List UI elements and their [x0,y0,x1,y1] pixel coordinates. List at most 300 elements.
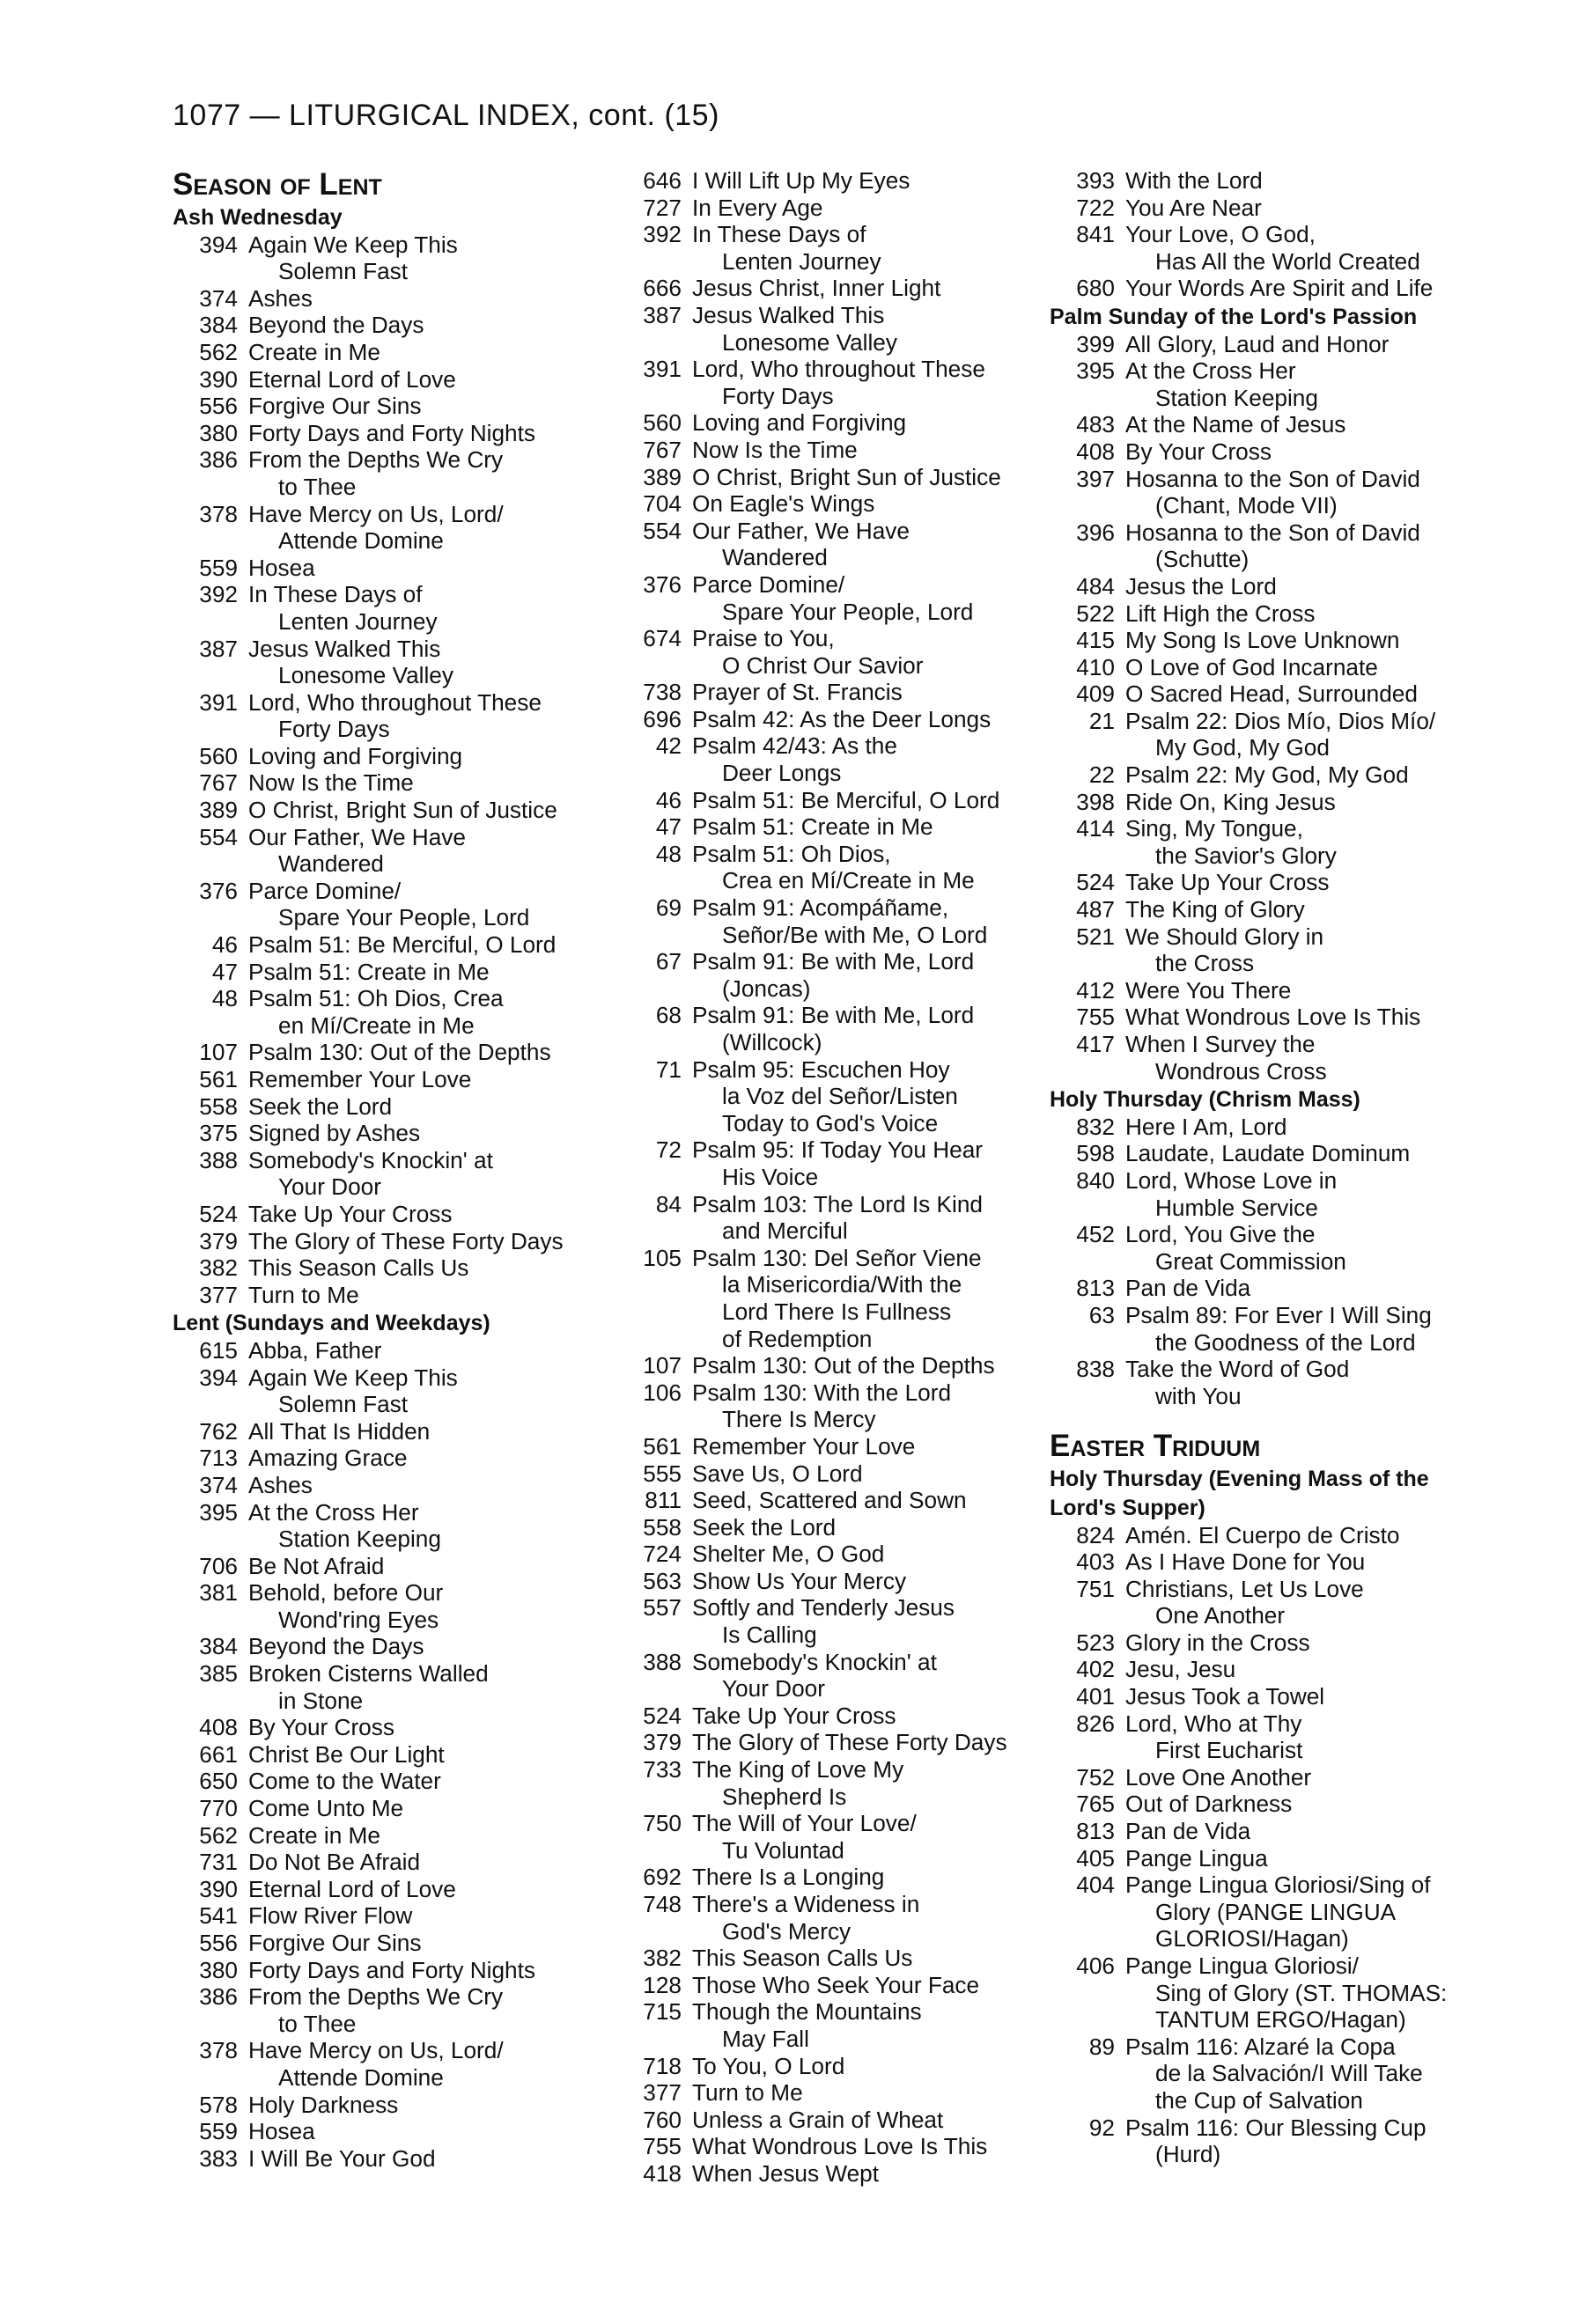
page-header: 1077 — LITURGICAL INDEX, cont. (15) [173,99,719,132]
hymn-title-line: Jesus Took a Towel [1125,1683,1325,1710]
hymn-title [248,446,604,500]
hymn-title [248,1741,604,1769]
hymn-title-line: Christians, Let Us Love [1125,1575,1364,1602]
hymn-number: 394 [199,231,238,258]
hymn-title [1125,1818,1490,1845]
hymn-title [692,732,1048,786]
hymn-number: 382 [199,1254,238,1282]
hymn-title [692,948,1048,1002]
hymn-number: 22 [1088,761,1115,789]
hymn-title [692,1703,1048,1730]
hymn-title-line: When I Survey the [1125,1031,1316,1057]
list-palm-sunday [1050,331,1490,1085]
hymn-title-line: Amén. El Cuerpo de Cristo [1125,1521,1400,1548]
hymn-title [248,366,604,393]
hymn-title [1125,1764,1490,1791]
hymn-title-continuation: God's Mercy [722,1917,851,1945]
index-entry [173,1499,604,1553]
hymn-title [248,1957,604,1984]
hymn-title-line: Seek the Lord [692,1513,837,1541]
hymn-number: 374 [199,284,238,312]
hymn-number: 541 [199,1902,238,1930]
index-entry [173,1957,604,1984]
hymn-title-line: Hosanna to the Son of David [1125,465,1420,492]
hymn-title-continuation: Station Keeping [278,1526,441,1553]
index-entry [1050,573,1490,600]
index-entry [1050,1031,1490,1085]
hymn-title-continuation: First Eucharist [1155,1737,1303,1764]
column-1 [173,167,604,2172]
index-entry [1050,275,1490,302]
hymn-number: 392 [199,581,238,608]
index-entry [616,1998,1048,2052]
hymn-title-continuation: Great Commission [1155,1247,1346,1275]
hymn-title [1125,1167,1490,1221]
hymn-title [248,2037,604,2091]
hymn-title-line: Lord, Whose Love in [1125,1166,1338,1194]
hymn-title [692,167,1048,195]
index-entry [1050,1221,1490,1275]
hymn-number: 387 [199,635,238,662]
hymn-title [248,769,604,797]
hymn-number: 69 [655,894,682,922]
index-entry [1050,1845,1490,1872]
hymn-number: 765 [1076,1791,1115,1818]
hymn-title [1125,1710,1490,1764]
hymn-number: 46 [655,786,682,813]
index-entry [1050,1548,1490,1576]
index-entry [1050,1791,1490,1818]
hymn-title-line: Psalm 130: Out of the Depths [248,1039,551,1066]
hymn-number: 417 [1076,1031,1115,1057]
hymn-title [1125,1953,1490,2034]
index-entry [616,1514,1048,1541]
hymn-title-continuation: to Thee [278,2010,357,2037]
hymn-number: 379 [199,1227,238,1254]
hymn-title-line: Take the Word of God [1125,1356,1350,1383]
hymn-title-line: At the Name of Jesus [1125,411,1346,438]
hymn-title-line: Love One Another [1125,1763,1312,1791]
hymn-title [1125,627,1490,654]
hymn-title-continuation: One Another [1155,1602,1286,1629]
hymn-title-line: Now Is the Time [248,769,414,797]
hymn-title-line: Glory in the Cross [1125,1629,1310,1656]
hymn-number: 128 [643,1971,682,1998]
hymn-title [248,1553,604,1580]
hymn-title-line: My Song Is Love Unknown [1125,627,1400,654]
index-entry [173,1364,604,1418]
index-entry [1050,815,1490,869]
index-entry [616,1136,1048,1190]
hymn-number: 813 [1076,1275,1115,1302]
hymn-title-line: I Will Lift Up My Eyes [692,167,910,194]
hymn-number: 391 [643,356,682,383]
hymn-number: 389 [199,797,238,824]
hymn-title [1125,654,1490,681]
hymn-title [248,1066,604,1093]
hymn-title-line: Turn to Me [248,1281,359,1308]
hymn-number: 838 [1076,1356,1115,1383]
hymn-title-line: Jesus the Lord [1125,572,1277,599]
hymn-number: 824 [1076,1521,1115,1548]
index-entry [173,824,604,878]
hymn-number: 395 [1076,357,1115,385]
hymn-title-continuation: Today to God's Voice [722,1109,939,1136]
index-entry [616,732,1048,786]
hymn-title-line: Ride On, King Jesus [1125,788,1336,815]
hymn-title-continuation: Is Calling [722,1622,817,1649]
index-entry [173,1066,604,1093]
index-entry [616,437,1048,464]
index-entry [1050,1576,1490,1629]
hymn-title-continuation: de la Salvación/I Will Take [1155,2060,1423,2087]
hymn-title-continuation: My God, My God [1155,734,1330,761]
hymn-title [1125,600,1490,628]
index-entry [1050,923,1490,977]
hymn-number: 554 [643,517,682,544]
hymn-title [692,1487,1048,1514]
hymn-title-line: Do Not Be Afraid [248,1849,421,1876]
hymn-number: 521 [1076,923,1115,950]
hymn-number: 704 [643,490,682,518]
hymn-number: 48 [655,840,682,867]
hymn-title-line: Psalm 51: Be Merciful, O Lord [248,931,557,959]
hymn-number: 63 [1088,1301,1115,1328]
hymn-title [248,1445,604,1472]
index-entry [616,1891,1048,1945]
index-entry [616,841,1048,894]
index-entry [616,1972,1048,1999]
hymn-number: 106 [643,1379,682,1406]
index-entry [1050,519,1490,573]
hymn-title-line: Psalm 22: My God, My God [1125,761,1409,789]
index-entry [1050,1872,1490,1953]
hymn-number: 554 [199,823,238,850]
index-entry [1050,627,1490,654]
hymn-title-continuation: Spare Your People, Lord [278,904,530,931]
hymn-title-line: The King of Love My [692,1756,904,1783]
index-entry [616,490,1048,518]
hymn-number: 524 [199,1200,238,1227]
hymn-title-continuation: the Goodness of the Lord [1155,1328,1416,1356]
hymn-title [692,518,1048,571]
hymn-number: 523 [1076,1629,1115,1656]
hymn-title-line: Psalm 91: Be with Me, Lord [692,1002,975,1029]
hymn-title [1125,275,1490,302]
hymn-title-line: Psalm 95: If Today You Hear [692,1136,983,1164]
hymn-title-line: In Every Age [692,194,823,221]
hymn-title [692,1379,1048,1433]
hymn-title-line: Save Us, O Lord [692,1460,863,1487]
hymn-title [692,813,1048,841]
hymn-title-line: Again We Keep This [248,1364,458,1391]
index-entry [1050,2034,1490,2114]
hymn-title-continuation: Crea en Mí/Create in Me [722,867,975,894]
hymn-number: 561 [643,1432,682,1460]
hymn-number: 410 [1076,653,1115,680]
index-entry [1050,1953,1490,2034]
hymn-title-line: Flow River Flow [248,1902,413,1930]
hymn-title-line: Prayer of St. Francis [692,679,903,706]
hymn-title [692,1514,1048,1541]
hymn-title-line: Take Up Your Cross [692,1702,896,1729]
list-lent-sundays-col3 [1050,167,1490,302]
hymn-title-continuation: Sing of Glory (ST. THOMAS: [1155,1979,1448,2006]
hymn-number: 722 [1076,194,1115,221]
hymn-title-line: Psalm 116: Alzaré la Copa [1125,2033,1396,2060]
hymn-title [692,2079,1048,2107]
hymn-title [1125,2034,1490,2114]
hymn-title [1125,1791,1490,1818]
hymn-number: 396 [1076,518,1115,546]
hymn-title-line: From the Depths We Cry [248,446,504,474]
index-entry [616,1649,1048,1703]
index-entry [1050,654,1490,681]
index-entry [616,302,1048,356]
hymn-title [1125,1221,1490,1275]
index-entry [173,985,604,1039]
hymn-number: 770 [199,1795,238,1822]
hymn-number: 406 [1076,1953,1115,1979]
hymn-title [248,824,604,878]
hymn-title [1125,815,1490,869]
hymn-number: 389 [643,463,682,490]
hymn-title [248,555,604,582]
hymn-title [692,679,1048,706]
hymn-number: 390 [199,365,238,393]
index-entry [616,275,1048,302]
hymn-title-continuation: Lenten Journey [722,247,881,275]
hymn-title-line: The Glory of These Forty Days [248,1227,564,1254]
hymn-title [248,232,604,285]
index-entry [173,366,604,393]
hymn-number: 408 [199,1714,238,1741]
hymn-title [248,1201,604,1228]
hymn-number: 380 [199,1956,238,1983]
hymn-number: 598 [1076,1140,1115,1167]
hymn-number: 563 [643,1567,682,1594]
hymn-title [1125,573,1490,600]
hymn-title [692,841,1048,894]
hymn-title-line: There Is a Longing [692,1864,885,1891]
index-entry [1050,869,1490,896]
hymn-title-line: Remember Your Love [248,1066,472,1092]
hymn-title-continuation: There Is Mercy [722,1406,876,1433]
hymn-number: 731 [199,1849,238,1876]
hymn-number: 394 [199,1364,238,1391]
hymn-title [248,1849,604,1876]
hymn-number: 661 [199,1740,238,1768]
hymn-title [1125,1548,1490,1576]
hymn-title [692,1191,1048,1245]
hymn-number: 384 [199,312,238,339]
hymn-title-line: To You, O Lord [692,2052,845,2079]
hymn-title-continuation: Wondrous Cross [1155,1057,1327,1085]
hymn-title-continuation: (Schutte) [1155,546,1250,573]
hymn-title [692,787,1048,814]
hymn-title [692,1460,1048,1488]
hymn-number: 522 [1076,599,1115,627]
hymn-number: 811 [645,1487,682,1514]
hymn-number: 562 [199,1821,238,1849]
hymn-number: 381 [199,1579,238,1607]
index-entry [173,446,604,500]
index-entry [616,1864,1048,1891]
hymn-title-line: You Are Near [1125,194,1262,221]
hymn-number: 751 [1076,1575,1115,1602]
index-entry [173,1660,604,1714]
hymn-title [692,1568,1048,1595]
index-entry [173,1147,604,1201]
index-entry [616,221,1048,275]
hymn-title [1125,1872,1490,1953]
hymn-number: 397 [1076,465,1115,492]
list-lent-sundays-col2 [616,167,1048,2188]
hymn-title-line: Again We Keep This [248,231,458,258]
hymn-number: 378 [199,500,238,527]
index-entry [616,1703,1048,1730]
hymn-title [1125,761,1490,789]
hymn-number: 393 [1076,167,1115,194]
hymn-title [1125,1114,1490,1141]
hymn-title [692,1245,1048,1352]
hymn-number: 107 [643,1352,682,1379]
column-3 [1050,167,1490,2168]
hymn-title [692,571,1048,625]
hymn-title-line: Seed, Scattered and Sown [692,1487,967,1514]
hymn-title [248,959,604,986]
hymn-title-continuation: Lord There Is Fullness [722,1298,952,1325]
hymn-number: 386 [199,446,238,474]
index-entry [173,769,604,797]
hymn-title [248,1282,604,1309]
hymn-number: 748 [643,1891,682,1917]
hymn-title-line: Jesus Walked This [692,301,885,328]
index-entry [616,1245,1048,1352]
index-entry [173,1472,604,1499]
hymn-title-line: Psalm 51: Create in Me [248,958,490,985]
hymn-title [692,706,1048,733]
subheading-ash-wednesday: Ash Wednesday [173,205,343,230]
hymn-title [1125,331,1490,358]
index-entry [173,1553,604,1580]
hymn-title-continuation: the Savior's Glory [1155,842,1337,869]
hymn-title-continuation: Has All the World Created [1155,247,1420,275]
hymn-title-continuation: Deer Longs [722,760,842,787]
hymn-title [692,490,1048,518]
hymn-title [692,1352,1048,1379]
hymn-number: 666 [643,275,682,302]
hymn-number: 21 [1088,707,1115,734]
hymn-title-line: Psalm 130: Out of the Depths [692,1352,995,1379]
index-entry [1050,466,1490,519]
subheading-palm-sunday: Palm Sunday of the Lord's Passion [1050,304,1418,329]
index-entry [616,1460,1048,1488]
hymn-title [692,1433,1048,1460]
index-entry [616,1487,1048,1514]
hymn-number: 715 [643,1998,682,2026]
hymn-title [1125,466,1490,519]
hymn-title-line: Behold, before Our [248,1579,444,1607]
hymn-title-line: Lord, Who throughout These [248,688,542,716]
hymn-title-continuation: Wandered [278,850,384,878]
index-entry [616,625,1048,679]
index-entry [173,1876,604,1903]
index-entry [173,339,604,366]
hymn-title [692,195,1048,222]
index-entry [173,232,604,285]
hymn-title [248,1795,604,1822]
index-entry [173,1930,604,1957]
hymn-title [248,581,604,635]
hymn-title-continuation: Humble Service [1155,1194,1318,1221]
index-entry [173,1093,604,1121]
index-entry [173,1741,604,1769]
hymn-number: 392 [643,221,682,248]
hymn-number: 377 [199,1281,238,1308]
index-entry [616,1810,1048,1864]
hymn-title-continuation: in Stone [278,1687,364,1714]
hymn-title-line: Out of Darkness [1125,1791,1293,1818]
subheading-lent-sundays: Lent (Sundays and Weekdays) [173,1311,490,1336]
hymn-title-line: Your Words Are Spirit and Life [1125,275,1434,302]
hymn-title-continuation: Solemn Fast [278,1391,408,1418]
hymn-title-continuation: Lenten Journey [278,607,438,635]
hymn-title [1125,357,1490,411]
index-entry [1050,1764,1490,1791]
index-entry [173,1282,604,1309]
hymn-title-continuation: Station Keeping [1155,384,1318,411]
hymn-title-line: Loving and Forgiving [692,409,907,437]
hymn-number: 718 [643,2052,682,2079]
hymn-title-continuation: Your Door [722,1675,825,1703]
index-entry [616,1433,1048,1460]
hymn-title [248,1472,604,1499]
hymn-title-continuation: with You [1155,1382,1242,1409]
hymn-title-line: Pange Lingua [1125,1844,1268,1872]
hymn-title-line: Abba, Father [248,1336,382,1364]
hymn-number: 387 [643,301,682,328]
hymn-title [1125,167,1490,195]
hymn-title-line: Were You There [1125,976,1292,1004]
hymn-title-line: What Wondrous Love Is This [692,2133,988,2160]
hymn-title-line: Take Up Your Cross [1125,869,1330,896]
hymn-title-line: Pan de Vida [1125,1818,1251,1845]
hymn-title-line: This Season Calls Us [248,1254,469,1282]
index-entry [616,1594,1048,1648]
index-entry [173,420,604,447]
hymn-title [1125,789,1490,816]
hymn-number: 767 [643,436,682,463]
hymn-number: 382 [643,1945,682,1972]
hymn-title [248,285,604,313]
hymn-title-line: Your Love, O God, [1125,221,1316,248]
index-entry [1050,789,1490,816]
hymn-title-continuation: Lonesome Valley [278,662,453,689]
hymn-number: 395 [199,1498,238,1526]
index-entry [173,797,604,824]
hymn-title-continuation: TANTUM ERGO/Hagan) [1155,2006,1406,2034]
hymn-number: 375 [199,1120,238,1147]
hymn-number: 767 [199,769,238,797]
hymn-title-line: What Wondrous Love Is This [1125,1004,1421,1031]
index-entry [173,1795,604,1822]
hymn-title-line: Somebody's Knockin' at [248,1146,493,1173]
index-entry [1050,1629,1490,1657]
hymn-number: 376 [199,877,238,904]
hymn-title-continuation: Shepherd Is [722,1783,847,1810]
hymn-title-line: The King of Glory [1125,896,1305,923]
